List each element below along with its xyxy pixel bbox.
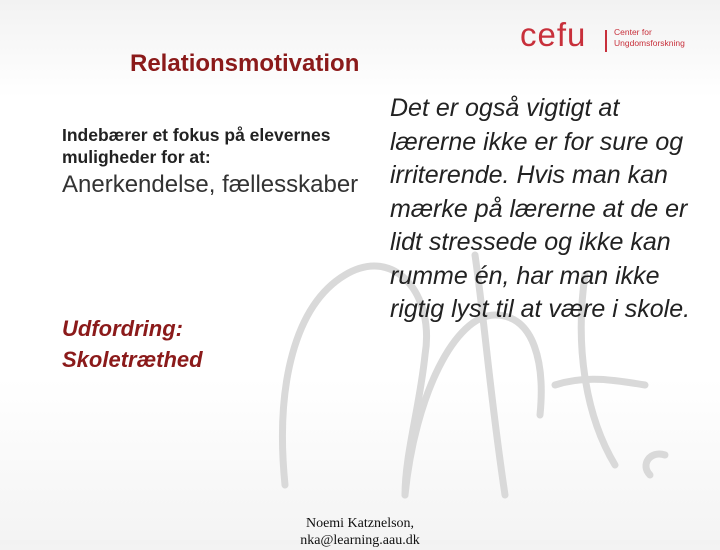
quote-text: Det er også vigtigt at lærerne ikke er for sure og irriterende. Hvis man kan mærke på lærerne at de er lidt stressede og ikke kan rumme én, har man ikke rigtig lyst til at være i skole.	[390, 94, 691, 323]
intro-text: Indebærer et fokus på elevernes muligheder for at:	[62, 125, 331, 167]
logo-subtitle-line: Center for	[614, 27, 652, 37]
footer-credit	[0, 515, 720, 548]
logo-subtitle-line: Ungdomsforskning	[614, 38, 685, 48]
challenge-label: Udfordring:	[62, 316, 183, 341]
challenge-text	[62, 313, 203, 375]
slide-title: Relationsmotivation	[130, 50, 360, 77]
logo-divider	[605, 30, 607, 52]
footer-author: Noemi Katznelson,	[305, 516, 415, 531]
footer-email: nka@learning.aau.dk	[300, 533, 420, 548]
key-points: Anerkendelse, fællesskaber	[62, 171, 359, 198]
logo-subtitle	[614, 27, 720, 49]
challenge-value: Skoletræthed	[62, 347, 203, 372]
logo-wordmark: cefu	[520, 16, 587, 53]
left-column	[62, 124, 362, 200]
